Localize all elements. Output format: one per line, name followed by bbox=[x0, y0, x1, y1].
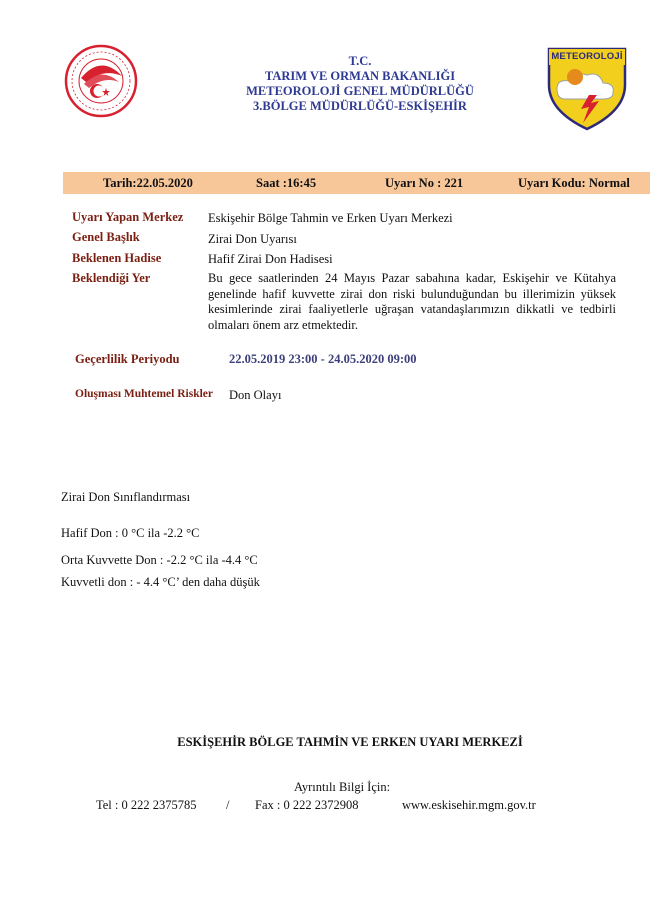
validity-label: Geçerlilik Periyodu bbox=[75, 352, 180, 366]
band-time: Saat :16:45 bbox=[256, 175, 317, 190]
footer-fax: Fax : 0 222 2372908 bbox=[255, 798, 359, 812]
event-label: Beklenen Hadise bbox=[72, 251, 162, 265]
meteorology-shield-logo bbox=[545, 45, 629, 131]
header-ministry: TARIM VE ORMAN BAKANLIĞI bbox=[264, 69, 456, 83]
place-description: Bu gece saatlerinden 24 Mayıs Pazar sabahına kadar, Eskişehir ve Kütahya genelinde hafif kuvvette zirai don riski bulunduğundan bu illerimizin yüksek kesimlerinde zirai faaliyetlerle uğraşan vatandaşlarımızın dikkatli ve tedbirli olmaları önem arz etmektedir. bbox=[208, 271, 616, 332]
event-value: Hafif Zirai Don Hadisesi bbox=[208, 252, 333, 266]
footer-separator: / bbox=[226, 798, 230, 812]
band-warning-code: Uyarı Kodu: Normal bbox=[518, 175, 630, 190]
classification-strong: Kuvvetli don : - 4.4 °C’ den daha düşük bbox=[61, 575, 260, 589]
risk-label: Oluşması Muhtemel Riskler bbox=[75, 388, 213, 400]
center-value: Eskişehir Bölge Tahmin ve Erken Uyarı Merkezi bbox=[208, 211, 453, 225]
info-band bbox=[63, 172, 650, 194]
classification-medium: Orta Kuvvette Don : -2.2 °C ila -4.4 °C bbox=[61, 553, 258, 567]
header-tc: T.C. bbox=[348, 54, 372, 68]
band-warning-number: Uyarı No : 221 bbox=[385, 175, 464, 190]
classification-light: Hafif Don : 0 °C ila -2.2 °C bbox=[61, 526, 200, 540]
validity-value: 22.05.2019 23:00 - 24.05.2020 09:00 bbox=[229, 352, 417, 366]
band-date: Tarih:22.05.2020 bbox=[103, 175, 193, 190]
place-label: Beklendiği Yer bbox=[72, 271, 151, 285]
title-value: Zirai Don Uyarısı bbox=[208, 232, 297, 246]
ministry-emblem-logo bbox=[64, 44, 138, 118]
classification-title: Zirai Don Sınıflandırması bbox=[61, 490, 191, 504]
meteorology-logo-text: METEOROLOJİ bbox=[551, 51, 623, 62]
center-label: Uyarı Yapan Merkez bbox=[72, 210, 184, 224]
footer-center-name: ESKİŞEHİR BÖLGE TAHMİN VE ERKEN UYARI MERKEZİ bbox=[177, 735, 523, 749]
title-label: Genel Başlık bbox=[72, 230, 140, 244]
footer-info-label: Ayrıntılı Bilgi İçin: bbox=[294, 780, 391, 794]
header-region: 3.BÖLGE MÜDÜRLÜĞÜ-ESKİŞEHİR bbox=[253, 99, 467, 113]
risk-value: Don Olayı bbox=[229, 388, 282, 402]
footer-tel: Tel : 0 222 2375785 bbox=[96, 798, 197, 812]
header-directorate: METEOROLOJİ GENEL MÜDÜRLÜĞÜ bbox=[246, 84, 474, 98]
footer-website-link[interactable]: www.eskisehir.mgm.gov.tr bbox=[402, 798, 536, 812]
